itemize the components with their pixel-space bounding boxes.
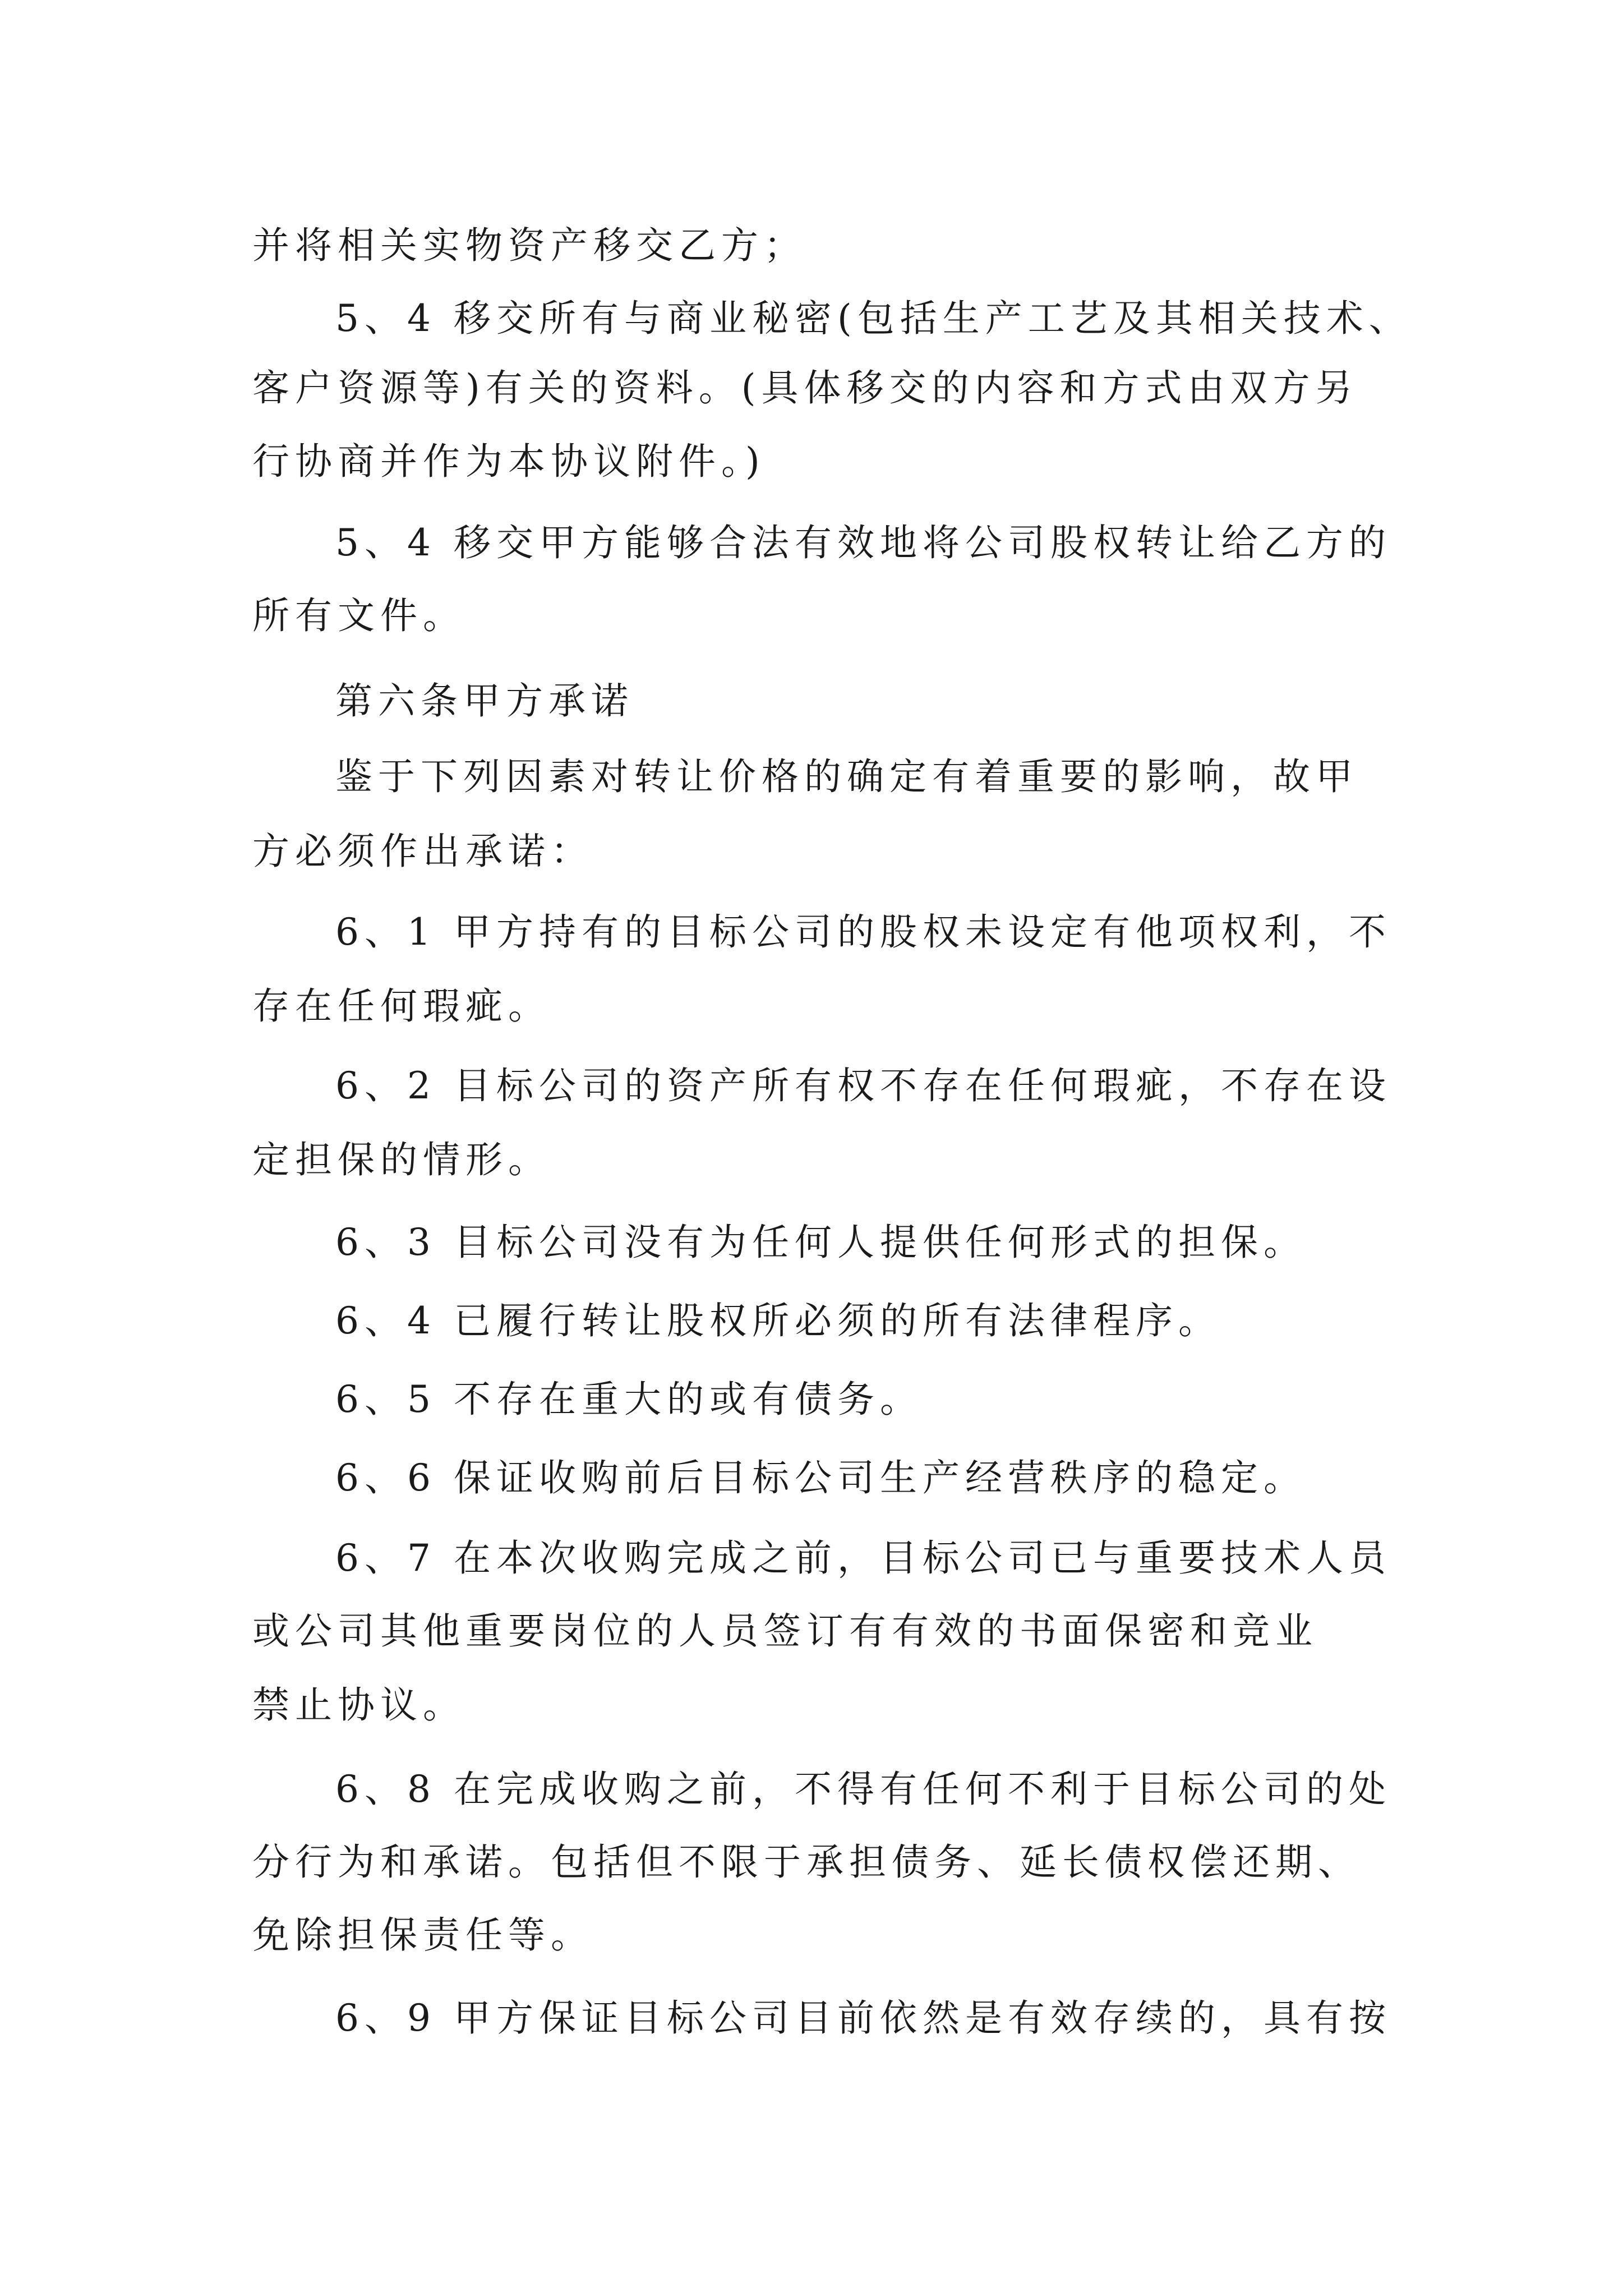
text-line: 6、7 在本次收购完成之前，目标公司已与重要技术人员 xyxy=(335,1536,1391,1580)
text-line: 6、2 目标公司的资产所有权不存在任何瑕疵，不存在设 xyxy=(335,1064,1391,1107)
text-line: 行协商并作为本协议附件。) xyxy=(252,440,766,483)
text-line: 6、1 甲方持有的目标公司的股权未设定有他项权利，不 xyxy=(335,910,1391,954)
text-line: 6、4 已履行转让股权所必须的所有法律程序。 xyxy=(335,1299,1221,1342)
text-line: 鉴于下列因素对转让价格的确定有着重要的影响，故甲 xyxy=(335,755,1358,798)
text-line: 6、8 在完成收购之前，不得有任何不利于目标公司的处 xyxy=(335,1768,1391,1811)
text-line: 所有文件。 xyxy=(252,594,465,637)
section-heading: 第六条甲方承诺 xyxy=(335,679,634,723)
text-line: 存在任何瑕疵。 xyxy=(252,984,551,1028)
text-line: 禁止协议。 xyxy=(252,1683,465,1727)
text-line: 5、4 移交甲方能够合法有效地将公司股权转让给乙方的 xyxy=(335,521,1391,564)
text-line: 6、5 不存在重大的或有债务。 xyxy=(335,1378,923,1421)
text-line: 免除担保责任等。 xyxy=(252,1913,593,1957)
text-line: 或公司其他重要岗位的人员签订有有效的书面保密和竞业 xyxy=(252,1609,1318,1653)
text-line: 客户资源等)有关的资料。(具体移交的内容和方式由双方另 xyxy=(252,366,1358,409)
text-line: 并将相关实物资产移交乙方； xyxy=(252,224,806,267)
text-line: 5、4 移交所有与商业秘密(包括生产工艺及其相关技术、 xyxy=(335,297,1412,340)
text-line: 方必须作出承诺： xyxy=(252,830,593,873)
text-line: 6、6 保证收购前后目标公司生产经营秩序的稳定。 xyxy=(335,1456,1306,1499)
text-line: 6、3 目标公司没有为任何人提供任何形式的担保。 xyxy=(335,1221,1306,1264)
text-line: 定担保的情形。 xyxy=(252,1138,551,1181)
text-line: 分行为和承诺。包括但不限于承担债务、延长债权偿还期、 xyxy=(252,1841,1361,1884)
text-line: 6、9 甲方保证目标公司目前依然是有效存续的，具有按 xyxy=(335,1996,1391,2040)
